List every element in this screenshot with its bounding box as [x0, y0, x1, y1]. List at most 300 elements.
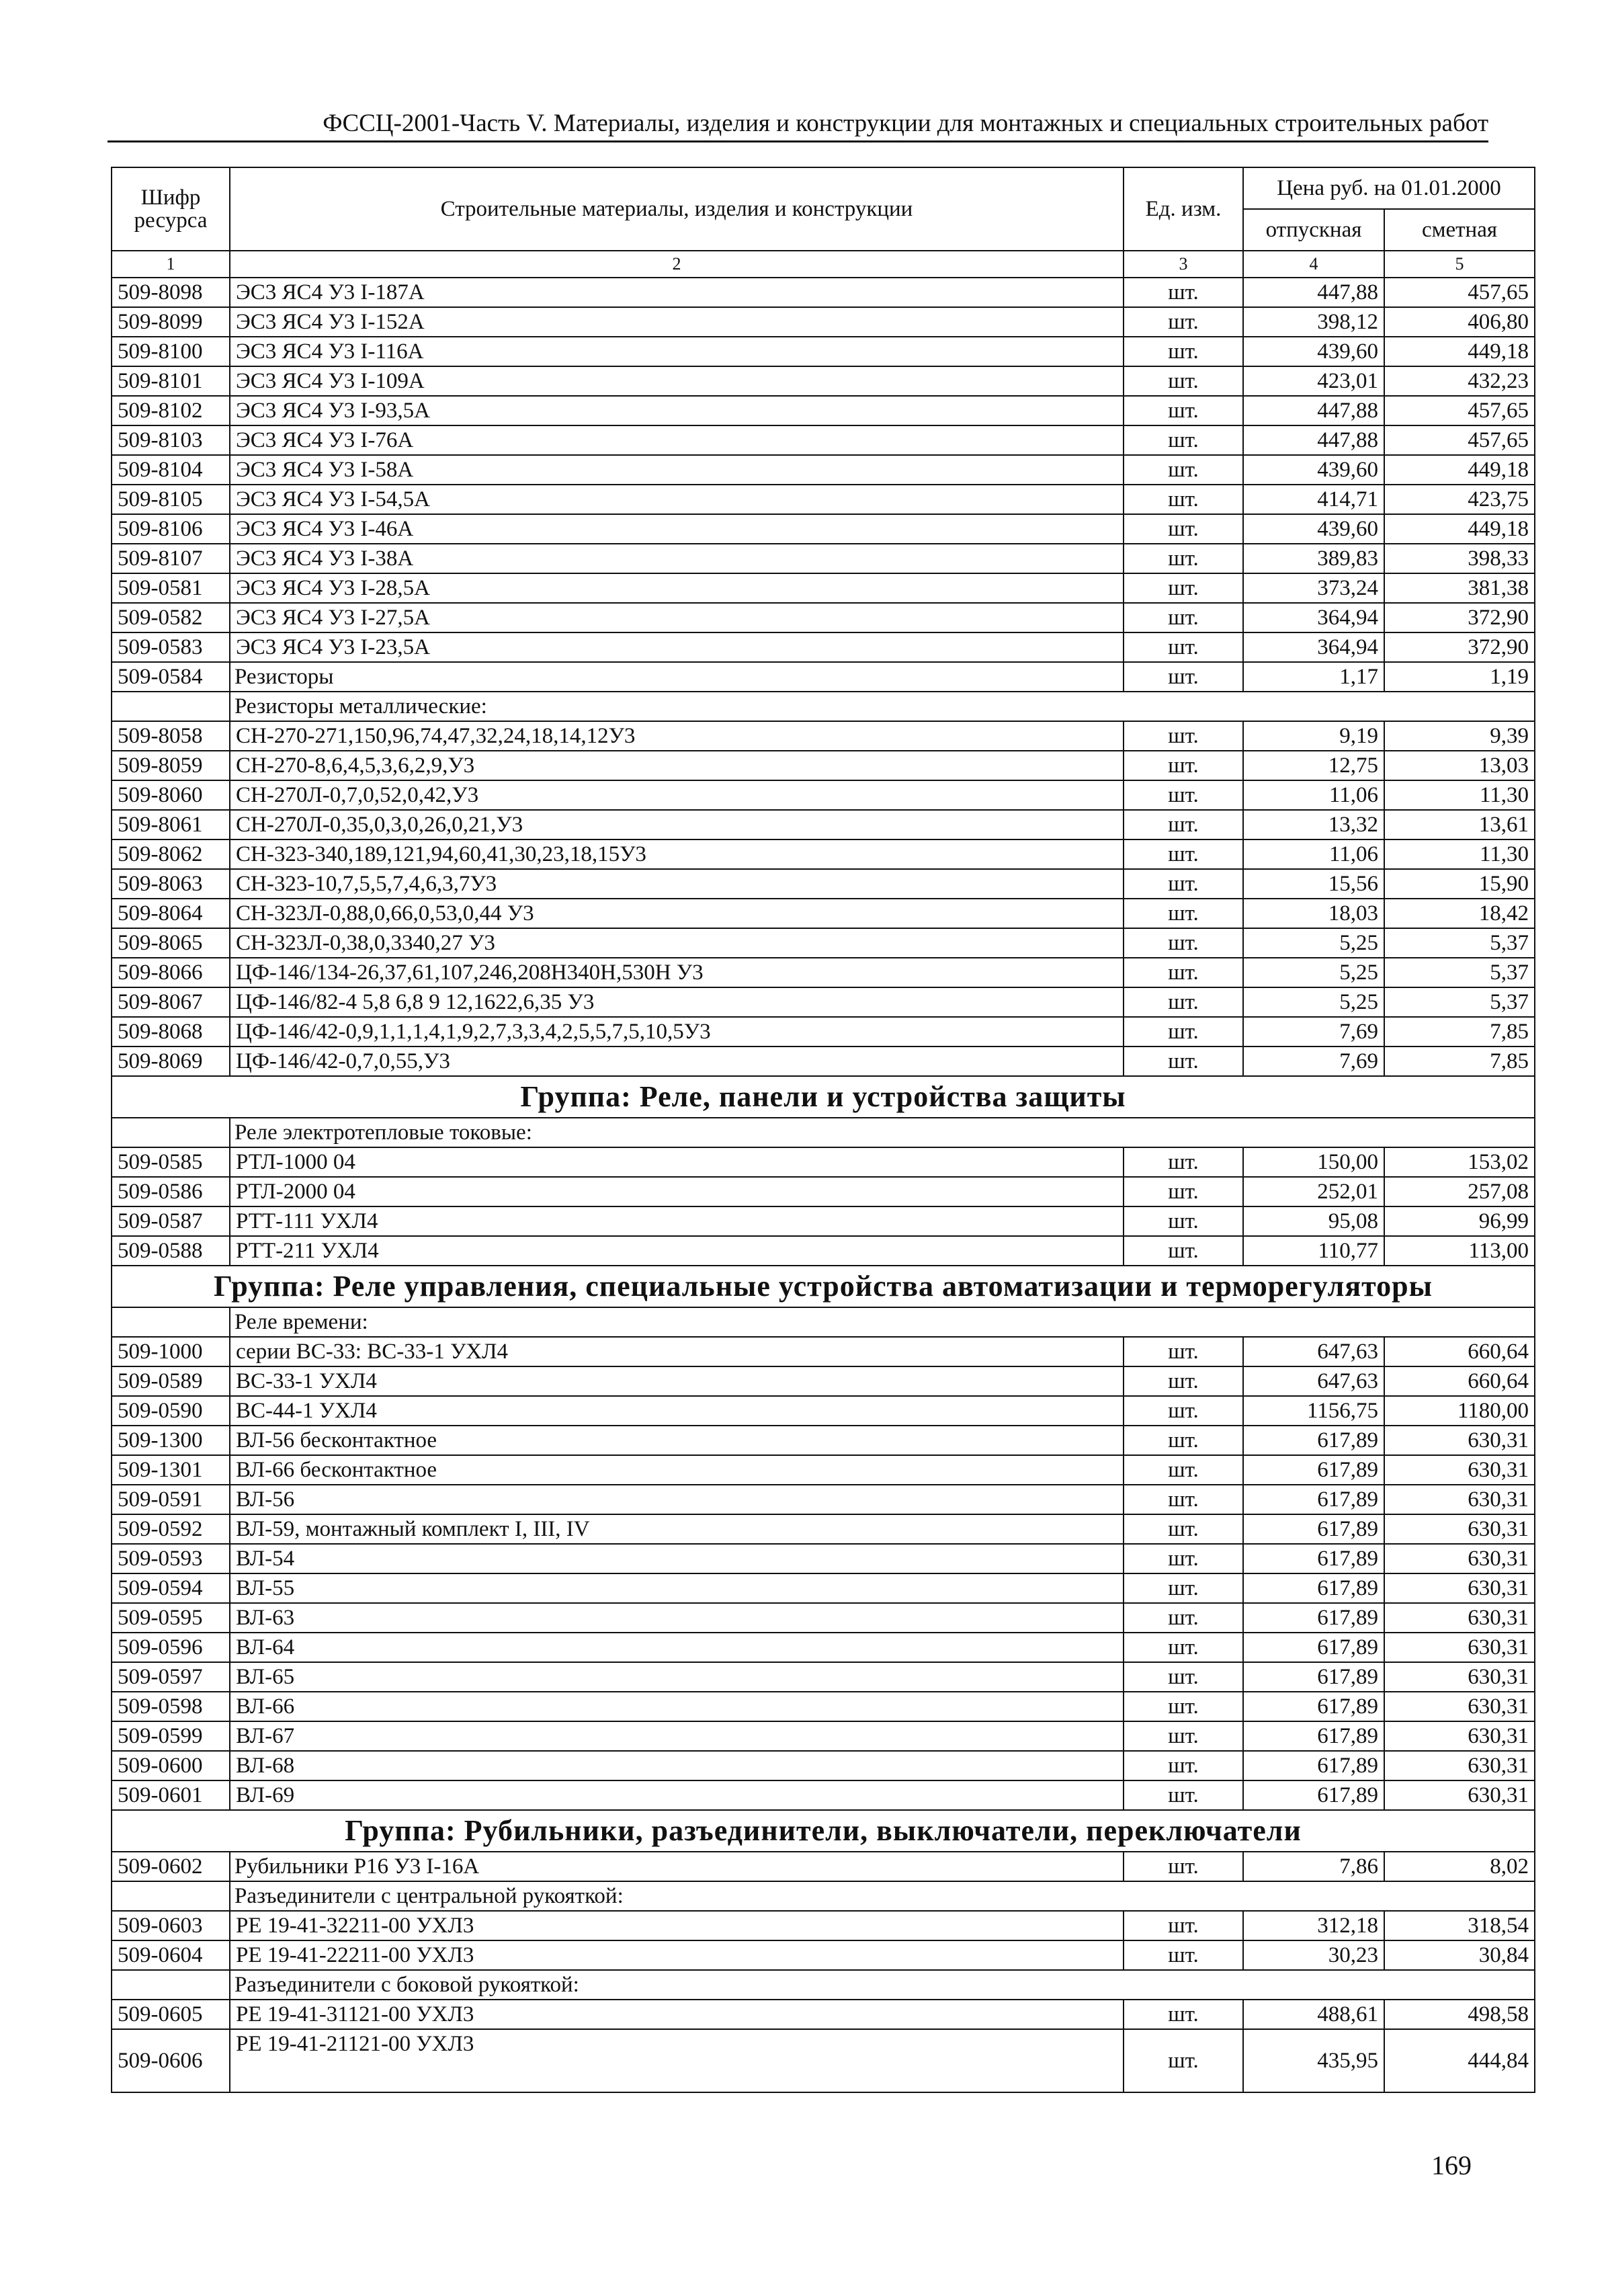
cell-name: ВЛ-54: [230, 1544, 1124, 1573]
cell-name: ЭС3 ЯС4 У3 I-58А: [230, 455, 1124, 485]
cell-release-price: 439,60: [1243, 455, 1384, 485]
cell-unit: шт.: [1124, 839, 1243, 869]
subheading-row: [112, 692, 1535, 721]
cell-release-price: 617,89: [1243, 1780, 1384, 1810]
cell-unit: шт.: [1124, 544, 1243, 573]
cell-code: 509-8107: [112, 544, 230, 573]
cell-unit: шт.: [1124, 1780, 1243, 1810]
cell-release-price: 439,60: [1243, 337, 1384, 366]
cell-release-price: 30,23: [1243, 1940, 1384, 1970]
cell-estimate-price: 5,37: [1384, 958, 1535, 987]
cell-estimate-price: 630,31: [1384, 1780, 1535, 1810]
cell-code: 509-8098: [112, 278, 230, 307]
cell-code: 509-8103: [112, 425, 230, 455]
col-number: 3: [1124, 251, 1243, 278]
cell-code: 509-1301: [112, 1455, 230, 1485]
cell-unit: шт.: [1124, 1396, 1243, 1426]
table-row: [112, 1047, 1535, 1076]
table-row: [112, 662, 1535, 692]
cell-estimate-price: 660,64: [1384, 1337, 1535, 1366]
cell-name: ВЛ-55: [230, 1573, 1124, 1603]
page-header: ФССЦ-2001-Часть V. Материалы, изделия и конструкции для монтажных и специальных строительных работ: [108, 109, 1488, 142]
table-row: [112, 1721, 1535, 1751]
table-row: [112, 1633, 1535, 1662]
table-row: [112, 1236, 1535, 1266]
cell-estimate-price: 15,90: [1384, 869, 1535, 899]
cell-release-price: 447,88: [1243, 278, 1384, 307]
cell-unit: шт.: [1124, 1692, 1243, 1721]
cell-release-price: 7,86: [1243, 1852, 1384, 1881]
page-number: 169: [1431, 2150, 1472, 2180]
cell-unit: шт.: [1124, 337, 1243, 366]
cell-name: ЭС3 ЯС4 У3 I-38А: [230, 544, 1124, 573]
cell-estimate-price: 630,31: [1384, 1514, 1535, 1544]
cell-release-price: 13,32: [1243, 810, 1384, 839]
cell-release-price: 617,89: [1243, 1485, 1384, 1514]
cell-release-price: 617,89: [1243, 1573, 1384, 1603]
cell-unit: шт.: [1124, 1455, 1243, 1485]
table-row: [112, 958, 1535, 987]
cell-unit: шт.: [1124, 1573, 1243, 1603]
cell-code: 509-0581: [112, 573, 230, 603]
cell-name: СН-323-340,189,121,94,60,41,30,23,18,15У3: [230, 839, 1124, 869]
cell-name: ВЛ-66: [230, 1692, 1124, 1721]
cell-name: РЕ 19-41-32211-00 УХЛ3: [230, 1911, 1124, 1940]
cell-estimate-price: 372,90: [1384, 632, 1535, 662]
cell-estimate-price: 449,18: [1384, 455, 1535, 485]
cell-release-price: 7,69: [1243, 1017, 1384, 1047]
cell-estimate-price: 444,84: [1384, 2029, 1535, 2092]
cell-unit: шт.: [1124, 307, 1243, 337]
cell-estimate-price: 630,31: [1384, 1751, 1535, 1780]
cell-estimate-price: 7,85: [1384, 1017, 1535, 1047]
cell-unit: шт.: [1124, 1603, 1243, 1633]
table-row: [112, 1514, 1535, 1544]
table-row: [112, 810, 1535, 839]
cell-unit: шт.: [1124, 485, 1243, 514]
cell-unit: шт.: [1124, 721, 1243, 751]
cell-estimate-price: 9,39: [1384, 721, 1535, 751]
cell-name: ЭС3 ЯС4 У3 I-28,5А: [230, 573, 1124, 603]
cell-release-price: 5,25: [1243, 928, 1384, 958]
cell-release-price: 447,88: [1243, 396, 1384, 425]
cell-estimate-price: 630,31: [1384, 1544, 1535, 1573]
col-header-price: Цена руб. на 01.01.2000: [1243, 167, 1535, 209]
table-row: [112, 603, 1535, 632]
cell-release-price: 617,89: [1243, 1721, 1384, 1751]
cell-name: ВЛ-64: [230, 1633, 1124, 1662]
cell-release-price: 617,89: [1243, 1514, 1384, 1544]
cell-unit: шт.: [1124, 1366, 1243, 1396]
cell-estimate-price: 630,31: [1384, 1455, 1535, 1485]
cell-name: ЭС3 ЯС4 У3 I-46А: [230, 514, 1124, 544]
cell-code: 509-8069: [112, 1047, 230, 1076]
cell-unit: шт.: [1124, 1426, 1243, 1455]
cell-name: ЦФ-146/134-26,37,61,107,246,208Н340Н,530Н У3: [230, 958, 1124, 987]
cell-code: 509-1000: [112, 1337, 230, 1366]
empty-code-cell: [112, 1118, 230, 1147]
cell-name: СН-270-271,150,96,74,47,32,24,18,14,12У3: [230, 721, 1124, 751]
cell-unit: шт.: [1124, 1633, 1243, 1662]
empty-code-cell: [112, 692, 230, 721]
cell-release-price: 423,01: [1243, 366, 1384, 396]
table-row: [112, 1455, 1535, 1485]
cell-code: 509-0586: [112, 1177, 230, 1206]
cell-estimate-price: 630,31: [1384, 1633, 1535, 1662]
cell-unit: шт.: [1124, 1544, 1243, 1573]
cell-estimate-price: 630,31: [1384, 1721, 1535, 1751]
cell-code: 509-0589: [112, 1366, 230, 1396]
table-row: [112, 366, 1535, 396]
cell-estimate-price: 406,80: [1384, 307, 1535, 337]
table-row: [112, 396, 1535, 425]
cell-name: ЭС3 ЯС4 У3 I-109А: [230, 366, 1124, 396]
cell-unit: шт.: [1124, 780, 1243, 810]
cell-release-price: 312,18: [1243, 1911, 1384, 1940]
cell-code: 509-0590: [112, 1396, 230, 1426]
table-row: [112, 1017, 1535, 1047]
cell-code: 509-8105: [112, 485, 230, 514]
cell-release-price: 95,08: [1243, 1206, 1384, 1236]
cell-code: 509-8106: [112, 514, 230, 544]
cell-name: РТЛ-2000 04: [230, 1177, 1124, 1206]
cell-name: ЦФ-146/42-0,7,0,55,У3: [230, 1047, 1124, 1076]
cell-unit: шт.: [1124, 928, 1243, 958]
cell-unit: шт.: [1124, 1236, 1243, 1266]
cell-name: РТТ-211 УХЛ4: [230, 1236, 1124, 1266]
cell-code: 509-8060: [112, 780, 230, 810]
table-row: [112, 1337, 1535, 1366]
cell-estimate-price: 630,31: [1384, 1485, 1535, 1514]
cell-unit: шт.: [1124, 2029, 1243, 2092]
table-row: [112, 1544, 1535, 1573]
cell-unit: шт.: [1124, 1177, 1243, 1206]
cell-name: ВС-33-1 УХЛ4: [230, 1366, 1124, 1396]
subheading: Реле времени:: [230, 1307, 1535, 1337]
cell-estimate-price: 372,90: [1384, 603, 1535, 632]
cell-code: 509-1300: [112, 1426, 230, 1455]
table-row: [112, 1366, 1535, 1396]
cell-estimate-price: 5,37: [1384, 928, 1535, 958]
cell-name: ЭС3 ЯС4 У3 I-152А: [230, 307, 1124, 337]
cell-name: Резисторы: [230, 662, 1124, 692]
cell-unit: шт.: [1124, 396, 1243, 425]
table-row: [112, 839, 1535, 869]
cell-release-price: 398,12: [1243, 307, 1384, 337]
empty-code-cell: [112, 1970, 230, 2000]
cell-code: 509-0601: [112, 1780, 230, 1810]
cell-release-price: 110,77: [1243, 1236, 1384, 1266]
table-body: [112, 278, 1535, 2092]
cell-unit: шт.: [1124, 1206, 1243, 1236]
col-header-code: Шифр ресурса: [112, 167, 230, 251]
cell-estimate-price: 498,58: [1384, 2000, 1535, 2029]
cell-release-price: 617,89: [1243, 1455, 1384, 1485]
cell-estimate-price: 11,30: [1384, 780, 1535, 810]
cell-code: 509-0583: [112, 632, 230, 662]
cell-code: 509-8058: [112, 721, 230, 751]
cell-unit: шт.: [1124, 1721, 1243, 1751]
cell-unit: шт.: [1124, 455, 1243, 485]
cell-unit: шт.: [1124, 573, 1243, 603]
cell-name: ЭС3 ЯС4 У3 I-187А: [230, 278, 1124, 307]
cell-release-price: 435,95: [1243, 2029, 1384, 2092]
table-row: [112, 928, 1535, 958]
cell-code: 509-0597: [112, 1662, 230, 1692]
cell-code: 509-8062: [112, 839, 230, 869]
cell-code: 509-8101: [112, 366, 230, 396]
cell-code: 509-0587: [112, 1206, 230, 1236]
cell-estimate-price: 630,31: [1384, 1573, 1535, 1603]
table-row: [112, 2000, 1535, 2029]
subheading-row: [112, 1881, 1535, 1911]
cell-unit: шт.: [1124, 1514, 1243, 1544]
cell-release-price: 18,03: [1243, 899, 1384, 928]
cell-estimate-price: 113,00: [1384, 1236, 1535, 1266]
price-table: [111, 167, 1535, 2093]
cell-name: ВС-44-1 УХЛ4: [230, 1396, 1124, 1426]
table-row: [112, 1147, 1535, 1177]
cell-unit: шт.: [1124, 1852, 1243, 1881]
cell-unit: шт.: [1124, 958, 1243, 987]
table-row: [112, 1573, 1535, 1603]
cell-release-price: 364,94: [1243, 603, 1384, 632]
table-row: [112, 1662, 1535, 1692]
cell-estimate-price: 153,02: [1384, 1147, 1535, 1177]
cell-estimate-price: 318,54: [1384, 1911, 1535, 1940]
cell-estimate-price: 8,02: [1384, 1852, 1535, 1881]
cell-release-price: 7,69: [1243, 1047, 1384, 1076]
table-row: [112, 899, 1535, 928]
cell-code: 509-8064: [112, 899, 230, 928]
cell-release-price: 15,56: [1243, 869, 1384, 899]
cell-name: Рубильники Р16 У3 I-16А: [230, 1852, 1124, 1881]
cell-release-price: 5,25: [1243, 958, 1384, 987]
table-row: [112, 1485, 1535, 1514]
cell-unit: шт.: [1124, 751, 1243, 780]
cell-unit: шт.: [1124, 899, 1243, 928]
cell-code: 509-8099: [112, 307, 230, 337]
cell-name: ВЛ-65: [230, 1662, 1124, 1692]
cell-unit: шт.: [1124, 987, 1243, 1017]
cell-name: ВЛ-59, монтажный комплект I, III, IV: [230, 1514, 1124, 1544]
cell-code: 509-0593: [112, 1544, 230, 1573]
cell-release-price: 1156,75: [1243, 1396, 1384, 1426]
cell-code: 509-0606: [112, 2029, 230, 2092]
cell-release-price: 389,83: [1243, 544, 1384, 573]
cell-unit: шт.: [1124, 810, 1243, 839]
cell-name: ЭС3 ЯС4 У3 I-116А: [230, 337, 1124, 366]
cell-estimate-price: 423,75: [1384, 485, 1535, 514]
cell-estimate-price: 13,61: [1384, 810, 1535, 839]
table-row: [112, 1911, 1535, 1940]
cell-code: 509-0584: [112, 662, 230, 692]
subheading-row: [112, 1118, 1535, 1147]
table-row: [112, 278, 1535, 307]
table-row: [112, 514, 1535, 544]
subheading: Разъединители с боковой рукояткой:: [230, 1970, 1535, 2000]
cell-code: 509-0599: [112, 1721, 230, 1751]
cell-name: РТТ-111 УХЛ4: [230, 1206, 1124, 1236]
col-number: 5: [1384, 251, 1535, 278]
cell-code: 509-0605: [112, 2000, 230, 2029]
cell-code: 509-0591: [112, 1485, 230, 1514]
subheading: Резисторы металлические:: [230, 692, 1535, 721]
subheading-row: [112, 1970, 1535, 2000]
cell-estimate-price: 13,03: [1384, 751, 1535, 780]
cell-name: ВЛ-69: [230, 1780, 1124, 1810]
cell-code: 509-0595: [112, 1603, 230, 1633]
cell-release-price: 5,25: [1243, 987, 1384, 1017]
table-row: [112, 1780, 1535, 1810]
cell-release-price: 373,24: [1243, 573, 1384, 603]
cell-code: 509-0600: [112, 1751, 230, 1780]
cell-name: ВЛ-56 бесконтактное: [230, 1426, 1124, 1455]
cell-code: 509-8059: [112, 751, 230, 780]
cell-release-price: 617,89: [1243, 1544, 1384, 1573]
table-row: [112, 307, 1535, 337]
empty-code-cell: [112, 1881, 230, 1911]
cell-unit: шт.: [1124, 1337, 1243, 1366]
cell-release-price: 414,71: [1243, 485, 1384, 514]
table-row: [112, 1940, 1535, 1970]
group-heading: Группа: Рубильники, разъединители, выключатели, переключатели: [112, 1810, 1535, 1852]
table-row: [112, 425, 1535, 455]
cell-release-price: 617,89: [1243, 1692, 1384, 1721]
col-header-estimate: сметная: [1384, 209, 1535, 251]
group-heading-row: [112, 1266, 1535, 1307]
table-row: [112, 632, 1535, 662]
cell-name: РЕ 19-41-21121-00 УХЛ3: [230, 2029, 1124, 2092]
cell-unit: шт.: [1124, 366, 1243, 396]
table-row: [112, 751, 1535, 780]
cell-release-price: 1,17: [1243, 662, 1384, 692]
cell-code: 509-0604: [112, 1940, 230, 1970]
table-row: [112, 1396, 1535, 1426]
cell-unit: шт.: [1124, 603, 1243, 632]
table-row: [112, 780, 1535, 810]
cell-unit: шт.: [1124, 1911, 1243, 1940]
cell-code: 509-8100: [112, 337, 230, 366]
table-row: [112, 1206, 1535, 1236]
cell-code: 509-0598: [112, 1692, 230, 1721]
col-number: 1: [112, 251, 230, 278]
table-row: [112, 1177, 1535, 1206]
cell-code: 509-8068: [112, 1017, 230, 1047]
cell-unit: шт.: [1124, 1017, 1243, 1047]
cell-release-price: 647,63: [1243, 1366, 1384, 1396]
cell-name: СН-270-8,6,4,5,3,6,2,9,У3: [230, 751, 1124, 780]
cell-code: 509-0596: [112, 1633, 230, 1662]
cell-code: 509-8061: [112, 810, 230, 839]
cell-release-price: 439,60: [1243, 514, 1384, 544]
cell-unit: шт.: [1124, 1147, 1243, 1177]
table-row: [112, 869, 1535, 899]
cell-name: ВЛ-66 бесконтактное: [230, 1455, 1124, 1485]
cell-estimate-price: 457,65: [1384, 425, 1535, 455]
table-row: [112, 1852, 1535, 1881]
cell-release-price: 617,89: [1243, 1633, 1384, 1662]
cell-code: 509-8104: [112, 455, 230, 485]
cell-name: СН-270Л-0,7,0,52,0,42,У3: [230, 780, 1124, 810]
cell-unit: шт.: [1124, 425, 1243, 455]
group-heading: Группа: Реле управления, специальные устройства автоматизации и терморегуляторы: [112, 1266, 1535, 1307]
cell-code: 509-0582: [112, 603, 230, 632]
cell-name: ЦФ-146/82-4 5,8 6,8 9 12,1622,6,35 У3: [230, 987, 1124, 1017]
cell-name: СН-270Л-0,35,0,3,0,26,0,21,У3: [230, 810, 1124, 839]
cell-name: ЭС3 ЯС4 У3 I-23,5А: [230, 632, 1124, 662]
cell-estimate-price: 1,19: [1384, 662, 1535, 692]
cell-estimate-price: 630,31: [1384, 1692, 1535, 1721]
group-heading-row: [112, 1810, 1535, 1852]
cell-code: 509-8063: [112, 869, 230, 899]
cell-code: 509-8065: [112, 928, 230, 958]
cell-code: 509-0594: [112, 1573, 230, 1603]
cell-code: 509-8066: [112, 958, 230, 987]
cell-estimate-price: 257,08: [1384, 1177, 1535, 1206]
col-header-release: отпускная: [1243, 209, 1384, 251]
cell-name: ЭС3 ЯС4 У3 I-54,5А: [230, 485, 1124, 514]
cell-release-price: 364,94: [1243, 632, 1384, 662]
table-row: [112, 485, 1535, 514]
cell-release-price: 617,89: [1243, 1751, 1384, 1780]
cell-release-price: 11,06: [1243, 780, 1384, 810]
cell-release-price: 11,06: [1243, 839, 1384, 869]
cell-name: ВЛ-56: [230, 1485, 1124, 1514]
col-header-unit: Ед. изм.: [1124, 167, 1243, 251]
col-number: 2: [230, 251, 1124, 278]
cell-code: 509-8067: [112, 987, 230, 1017]
cell-estimate-price: 398,33: [1384, 544, 1535, 573]
cell-estimate-price: 11,30: [1384, 839, 1535, 869]
table-row: [112, 1426, 1535, 1455]
cell-code: 509-0588: [112, 1236, 230, 1266]
cell-code: 509-8102: [112, 396, 230, 425]
group-heading: Группа: Реле, панели и устройства защиты: [112, 1076, 1535, 1118]
cell-release-price: 447,88: [1243, 425, 1384, 455]
cell-estimate-price: 630,31: [1384, 1426, 1535, 1455]
subheading-row: [112, 1307, 1535, 1337]
cell-estimate-price: 7,85: [1384, 1047, 1535, 1076]
cell-release-price: 617,89: [1243, 1426, 1384, 1455]
cell-unit: шт.: [1124, 632, 1243, 662]
cell-release-price: 488,61: [1243, 2000, 1384, 2029]
cell-estimate-price: 18,42: [1384, 899, 1535, 928]
cell-code: 509-0592: [112, 1514, 230, 1544]
cell-name: ЭС3 ЯС4 У3 I-76А: [230, 425, 1124, 455]
cell-code: 509-0602: [112, 1852, 230, 1881]
cell-name: РТЛ-1000 04: [230, 1147, 1124, 1177]
cell-estimate-price: 630,31: [1384, 1662, 1535, 1692]
cell-name: ЦФ-146/42-0,9,1,1,1,4,1,9,2,7,3,3,4,2,5,5,7,5,10,5У3: [230, 1017, 1124, 1047]
cell-release-price: 252,01: [1243, 1177, 1384, 1206]
cell-code: 509-0603: [112, 1911, 230, 1940]
table-row: [112, 1603, 1535, 1633]
cell-unit: шт.: [1124, 514, 1243, 544]
cell-name: СН-323-10,7,5,5,7,4,6,3,7У3: [230, 869, 1124, 899]
cell-release-price: 9,19: [1243, 721, 1384, 751]
cell-name: СН-323Л-0,88,0,66,0,53,0,44 У3: [230, 899, 1124, 928]
cell-unit: шт.: [1124, 1047, 1243, 1076]
cell-estimate-price: 5,37: [1384, 987, 1535, 1017]
cell-name: РЕ 19-41-31121-00 УХЛ3: [230, 2000, 1124, 2029]
cell-release-price: 647,63: [1243, 1337, 1384, 1366]
cell-release-price: 150,00: [1243, 1147, 1384, 1177]
group-heading-row: [112, 1076, 1535, 1118]
subheading: Разъединители с центральной рукояткой:: [230, 1881, 1535, 1911]
cell-release-price: 617,89: [1243, 1603, 1384, 1633]
cell-estimate-price: 30,84: [1384, 1940, 1535, 1970]
